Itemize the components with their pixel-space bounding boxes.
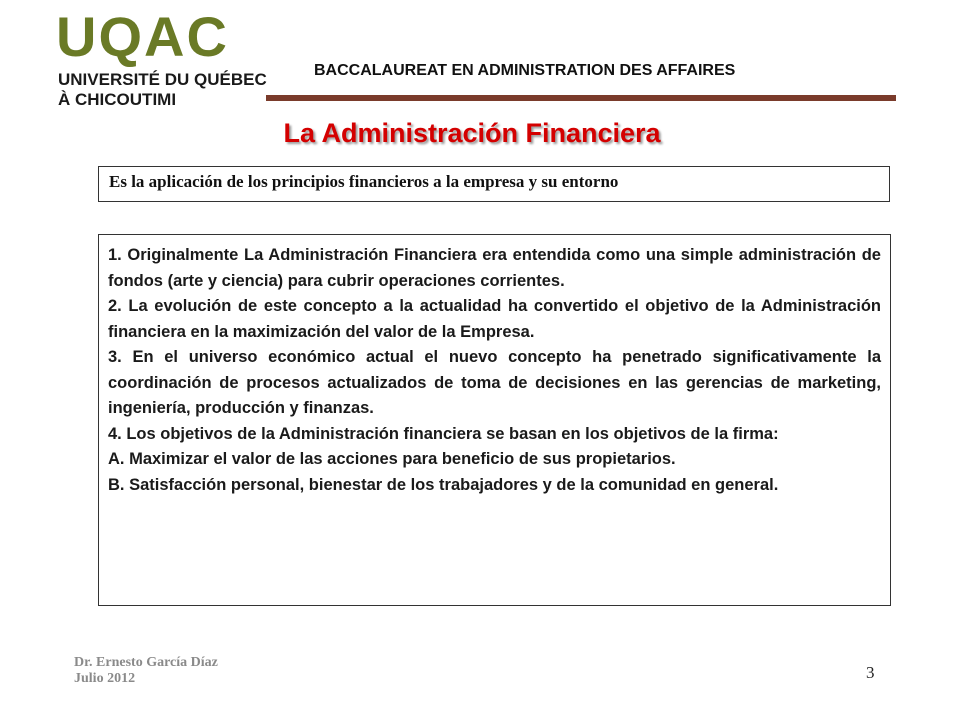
uqac-logo (56, 5, 268, 110)
point-1: 1. Originalmente La Administración Financiera era entendida como una simple administración de fondos (arte y ciencia) para cubrir operaciones corrientes. (108, 246, 881, 290)
header-divider (266, 95, 896, 101)
footer-date: Julio 2012 (74, 671, 136, 686)
content-box (98, 234, 891, 606)
logo-wordmark: UQAC (56, 5, 229, 68)
point-2: 2. La evolución de este concepto a la actualidad ha convertido el objetivo de la Administración financiera en la maximización del valor de la Empresa. (108, 297, 881, 341)
point-4: 4. Los objetivos de la Administración financiera se basan en los objetivos de la firma: (108, 424, 779, 443)
program-title: BACCALAUREAT EN ADMINISTRATION DES AFFAIRES (314, 62, 736, 79)
slide-title: La Administración Financiera (283, 118, 661, 148)
point-b: B. Satisfacción personal, bienestar de los trabajadores y de la comunidad en general. (108, 475, 779, 494)
logo-subtitle-line-2: À CHICOUTIMI (58, 90, 177, 109)
logo-subtitle-line-1: UNIVERSITÉ DU QUÉBEC (58, 70, 267, 89)
definition-box: Es la aplicación de los principios financieros a la empresa y su entorno (98, 166, 890, 202)
footer-author: Dr. Ernesto García Díaz (74, 655, 218, 670)
point-a: A. Maximizar el valor de las acciones para beneficio de sus propietarios. (108, 450, 676, 468)
point-3: 3. En el universo económico actual el nuevo concepto ha penetrado significativamente la coordinación de procesos actualizados de toma de decisiones en las gerencias de marketing, ingeniería, producción y finanzas. (108, 348, 881, 417)
page-number: 3 (866, 663, 875, 682)
